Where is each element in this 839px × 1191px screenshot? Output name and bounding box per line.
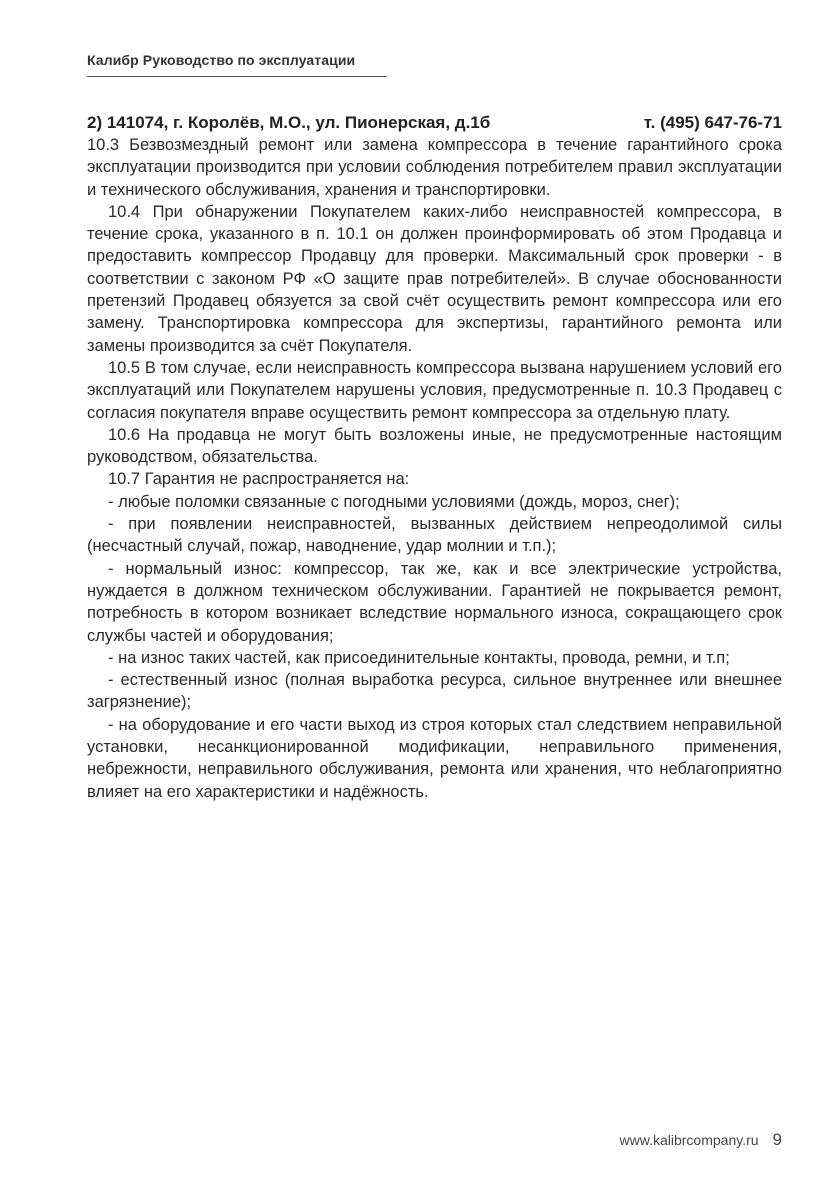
exclusion-item-parts-wear: - на износ таких частей, как присоединительные контакты, провода, ремни, и т.п; [108,648,730,667]
paragraph-10-6: 10.6 На продавца не могут быть возложены иные, не предусмотренные настоящим руководством, обязательства. [87,425,782,467]
running-header: Калибр Руководство по эксплуатации [87,52,387,77]
address-line [87,112,782,134]
exclusion-item-normal-wear: - нормальный износ: компрессор, так же, как и все электрические устройства, нуждается в должном техническом обслуживании. Гарантией не покрывается ремонт, потребность в котором возникает вследствие нормального износа, сокращающего срок службы частей и оборудования; [87,559,782,645]
paragraph-10-4: 10.4 При обнаружении Покупателем каких-либо неисправностей компрессора, в течение срока, указанного в п. 10.1 он должен проинформировать об этом Продавца и предоставить компрессор Продавцу для проверки. Максимальный срок проверки - в соответствии с законом РФ «О защите прав потребителей». В случае обоснованности претензий Продавец обязуется за свой счёт осуществить ремонт компрессора или его замену. Транспортировка компрессора для экспертизы, гарантийного ремонта или замены производится за счёт Покупателя. [87,202,782,355]
paragraph-10-5: 10.5 В том случае, если неисправность компрессора вызвана нарушением условий его эксплуатаций или Покупателем нарушены условия, предусмотренные п. 10.3 Продавец с согласия покупателя вправе осуществить ремонт компрессора за отдельную плату. [87,358,782,422]
phone-number: т. (495) 647-76-71 [643,113,782,132]
page-number: 9 [772,1130,782,1149]
exclusion-item-natural-wear: - естественный износ (полная выработка ресурса, сильное внутреннее или внешнее загрязнение); [87,671,782,712]
page-footer [560,1130,782,1150]
exclusion-item-force-majeure: - при появлении неисправностей, вызванных действием непреодолимой силы (несчастный случай, пожар, наводнение, удар молнии и т.п.); [87,515,782,556]
paragraph-10-3: 10.3 Безвозмездный ремонт или замена компрессора в течение гарантийного срока эксплуатации производится при условии соблюдения потребителем правил эксплуатации и технического обслуживания, хранения и транспортировки. [87,136,782,199]
exclusion-item-weather: - любые поломки связанные с погодными условиями (дождь, мороз, снег); [108,492,680,511]
paragraph-10-7: 10.7 Гарантия не распространяется на: [108,470,410,489]
website-url: www.kalibrcompany.ru [619,1132,759,1148]
document-body [87,112,782,803]
address-text: 2) 141074, г. Королёв, М.О., ул. Пионерская, д.1б [87,113,491,132]
exclusion-item-misuse: - на оборудование и его части выход из строя которых стал следствием неправильной установки, несанкционированной модификации, неправильного применения, небрежности, неправильного обслуживания, ремонта или хранения, что неблагоприятно влияет на его характеристики и надёжность. [87,715,782,801]
